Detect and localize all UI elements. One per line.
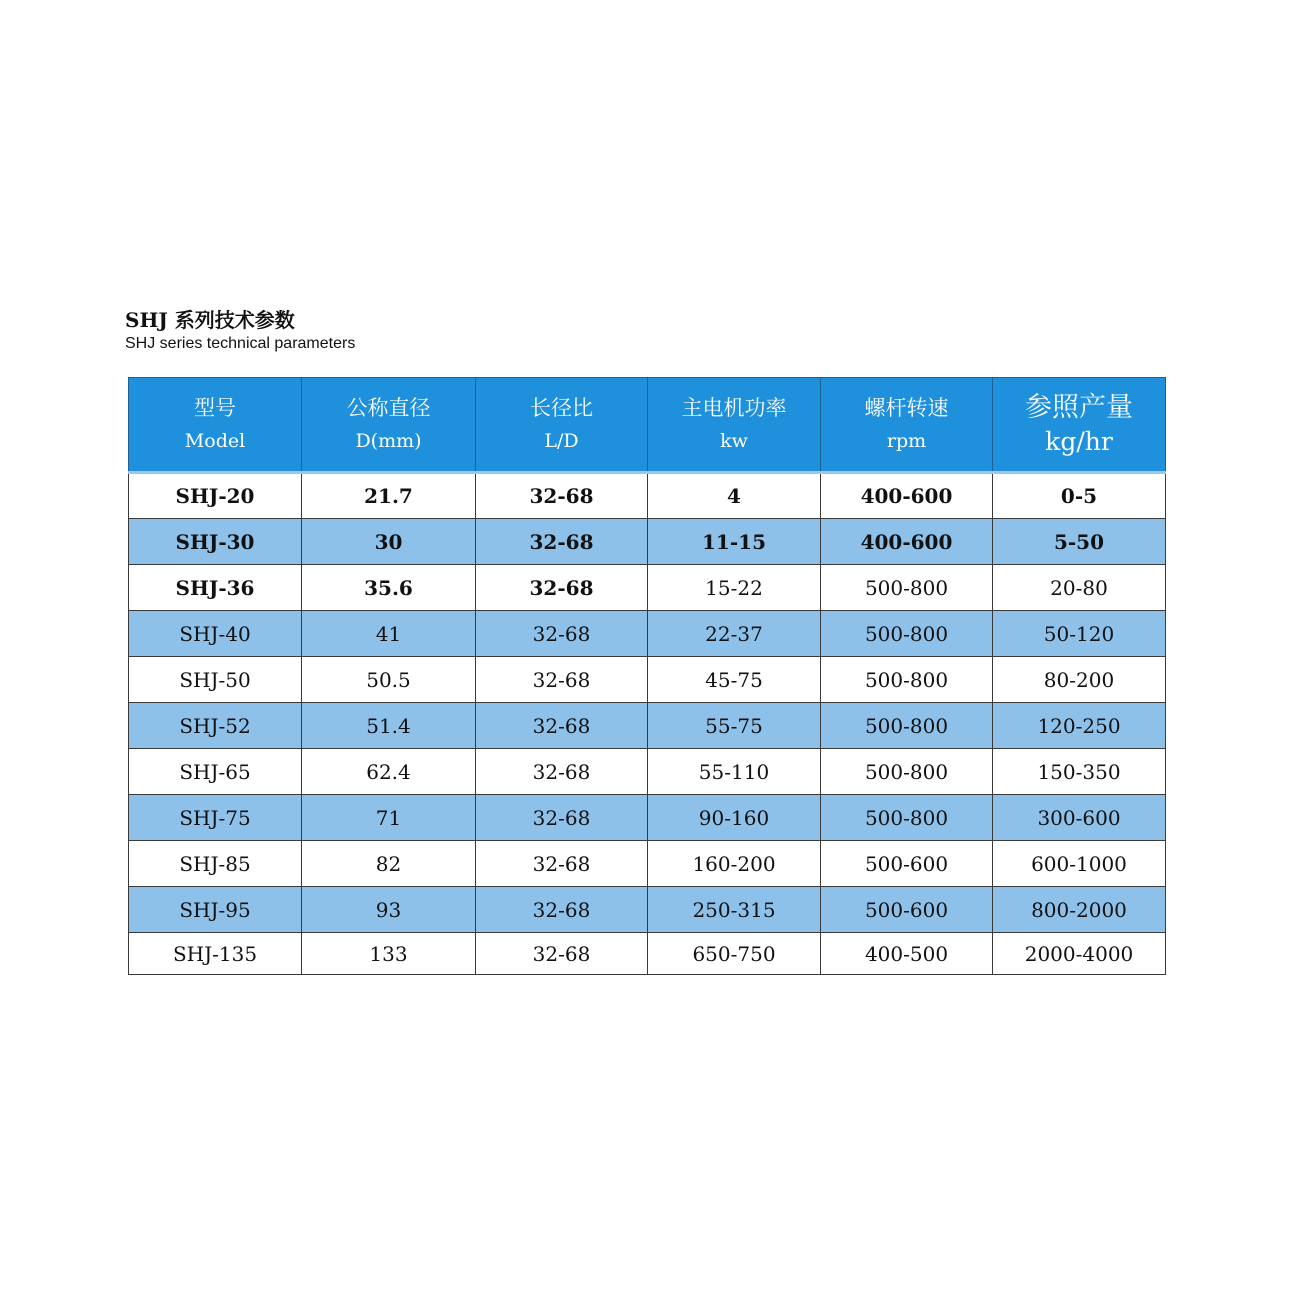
cell-ld: 32-68 [476, 749, 648, 795]
cell-model: SHJ-52 [129, 703, 302, 749]
cell-speed: 400-600 [821, 519, 993, 565]
cell-ld: 32-68 [476, 565, 648, 611]
cell-output: 120-250 [993, 703, 1166, 749]
cell-power: 15-22 [648, 565, 821, 611]
cell-diameter: 133 [302, 933, 476, 975]
cell-model: SHJ-95 [129, 887, 302, 933]
cell-ld: 32-68 [476, 887, 648, 933]
table-row [129, 657, 1166, 703]
page-title: SHJ 系列技术参数 [125, 308, 295, 332]
cell-speed: 400-600 [821, 473, 993, 519]
cell-model: SHJ-135 [129, 933, 302, 975]
cell-output: 150-350 [993, 749, 1166, 795]
cell-output: 600-1000 [993, 841, 1166, 887]
cell-diameter: 35.6 [302, 565, 476, 611]
cell-ld: 32-68 [476, 933, 648, 975]
cell-output: 300-600 [993, 795, 1166, 841]
cell-speed: 500-600 [821, 841, 993, 887]
cell-diameter: 41 [302, 611, 476, 657]
cell-output: 50-120 [993, 611, 1166, 657]
table-row [129, 565, 1166, 611]
cell-power: 55-75 [648, 703, 821, 749]
cell-output: 2000-4000 [993, 933, 1166, 975]
header-motor-power: 主电机功率 kw [648, 378, 821, 473]
cell-output: 80-200 [993, 657, 1166, 703]
header-diameter: 公称直径 D(mm) [302, 378, 476, 473]
cell-output: 0-5 [993, 473, 1166, 519]
table-row [129, 519, 1166, 565]
cell-diameter: 62.4 [302, 749, 476, 795]
cell-speed: 500-600 [821, 887, 993, 933]
cell-output: 800-2000 [993, 887, 1166, 933]
cell-ld: 32-68 [476, 473, 648, 519]
cell-output: 20-80 [993, 565, 1166, 611]
cell-model: SHJ-75 [129, 795, 302, 841]
cell-diameter: 51.4 [302, 703, 476, 749]
cell-power: 4 [648, 473, 821, 519]
cell-ld: 32-68 [476, 703, 648, 749]
header-output: 参照产量 kg/hr [993, 378, 1166, 473]
table-header-row [129, 378, 1166, 473]
cell-diameter: 50.5 [302, 657, 476, 703]
cell-speed: 400-500 [821, 933, 993, 975]
cell-diameter: 82 [302, 841, 476, 887]
cell-ld: 32-68 [476, 519, 648, 565]
cell-speed: 500-800 [821, 795, 993, 841]
cell-model: SHJ-40 [129, 611, 302, 657]
cell-speed: 500-800 [821, 749, 993, 795]
cell-power: 650-750 [648, 933, 821, 975]
table-row [129, 841, 1166, 887]
cell-power: 160-200 [648, 841, 821, 887]
cell-output: 5-50 [993, 519, 1166, 565]
cell-model: SHJ-20 [129, 473, 302, 519]
cell-speed: 500-800 [821, 657, 993, 703]
cell-power: 90-160 [648, 795, 821, 841]
page-subtitle: SHJ series technical parameters [125, 335, 356, 352]
table-row [129, 611, 1166, 657]
title-block [125, 307, 355, 354]
cell-speed: 500-800 [821, 565, 993, 611]
header-ld-ratio: 长径比 L/D [476, 378, 648, 473]
cell-model: SHJ-65 [129, 749, 302, 795]
cell-model: SHJ-50 [129, 657, 302, 703]
header-screw-speed: 螺杆转速 rpm [821, 378, 993, 473]
cell-speed: 500-800 [821, 611, 993, 657]
cell-power: 55-110 [648, 749, 821, 795]
cell-ld: 32-68 [476, 841, 648, 887]
cell-model: SHJ-30 [129, 519, 302, 565]
parameters-table [128, 377, 1166, 975]
cell-diameter: 93 [302, 887, 476, 933]
cell-power: 45-75 [648, 657, 821, 703]
cell-diameter: 30 [302, 519, 476, 565]
header-model: 型号 Model [129, 378, 302, 473]
cell-model: SHJ-36 [129, 565, 302, 611]
cell-diameter: 71 [302, 795, 476, 841]
cell-speed: 500-800 [821, 703, 993, 749]
cell-ld: 32-68 [476, 795, 648, 841]
cell-ld: 32-68 [476, 611, 648, 657]
table-row [129, 887, 1166, 933]
table-row [129, 703, 1166, 749]
cell-power: 22-37 [648, 611, 821, 657]
cell-power: 11-15 [648, 519, 821, 565]
table-row [129, 473, 1166, 519]
table-row [129, 749, 1166, 795]
table-row [129, 933, 1166, 975]
cell-model: SHJ-85 [129, 841, 302, 887]
cell-ld: 32-68 [476, 657, 648, 703]
cell-diameter: 21.7 [302, 473, 476, 519]
table-row [129, 795, 1166, 841]
cell-power: 250-315 [648, 887, 821, 933]
